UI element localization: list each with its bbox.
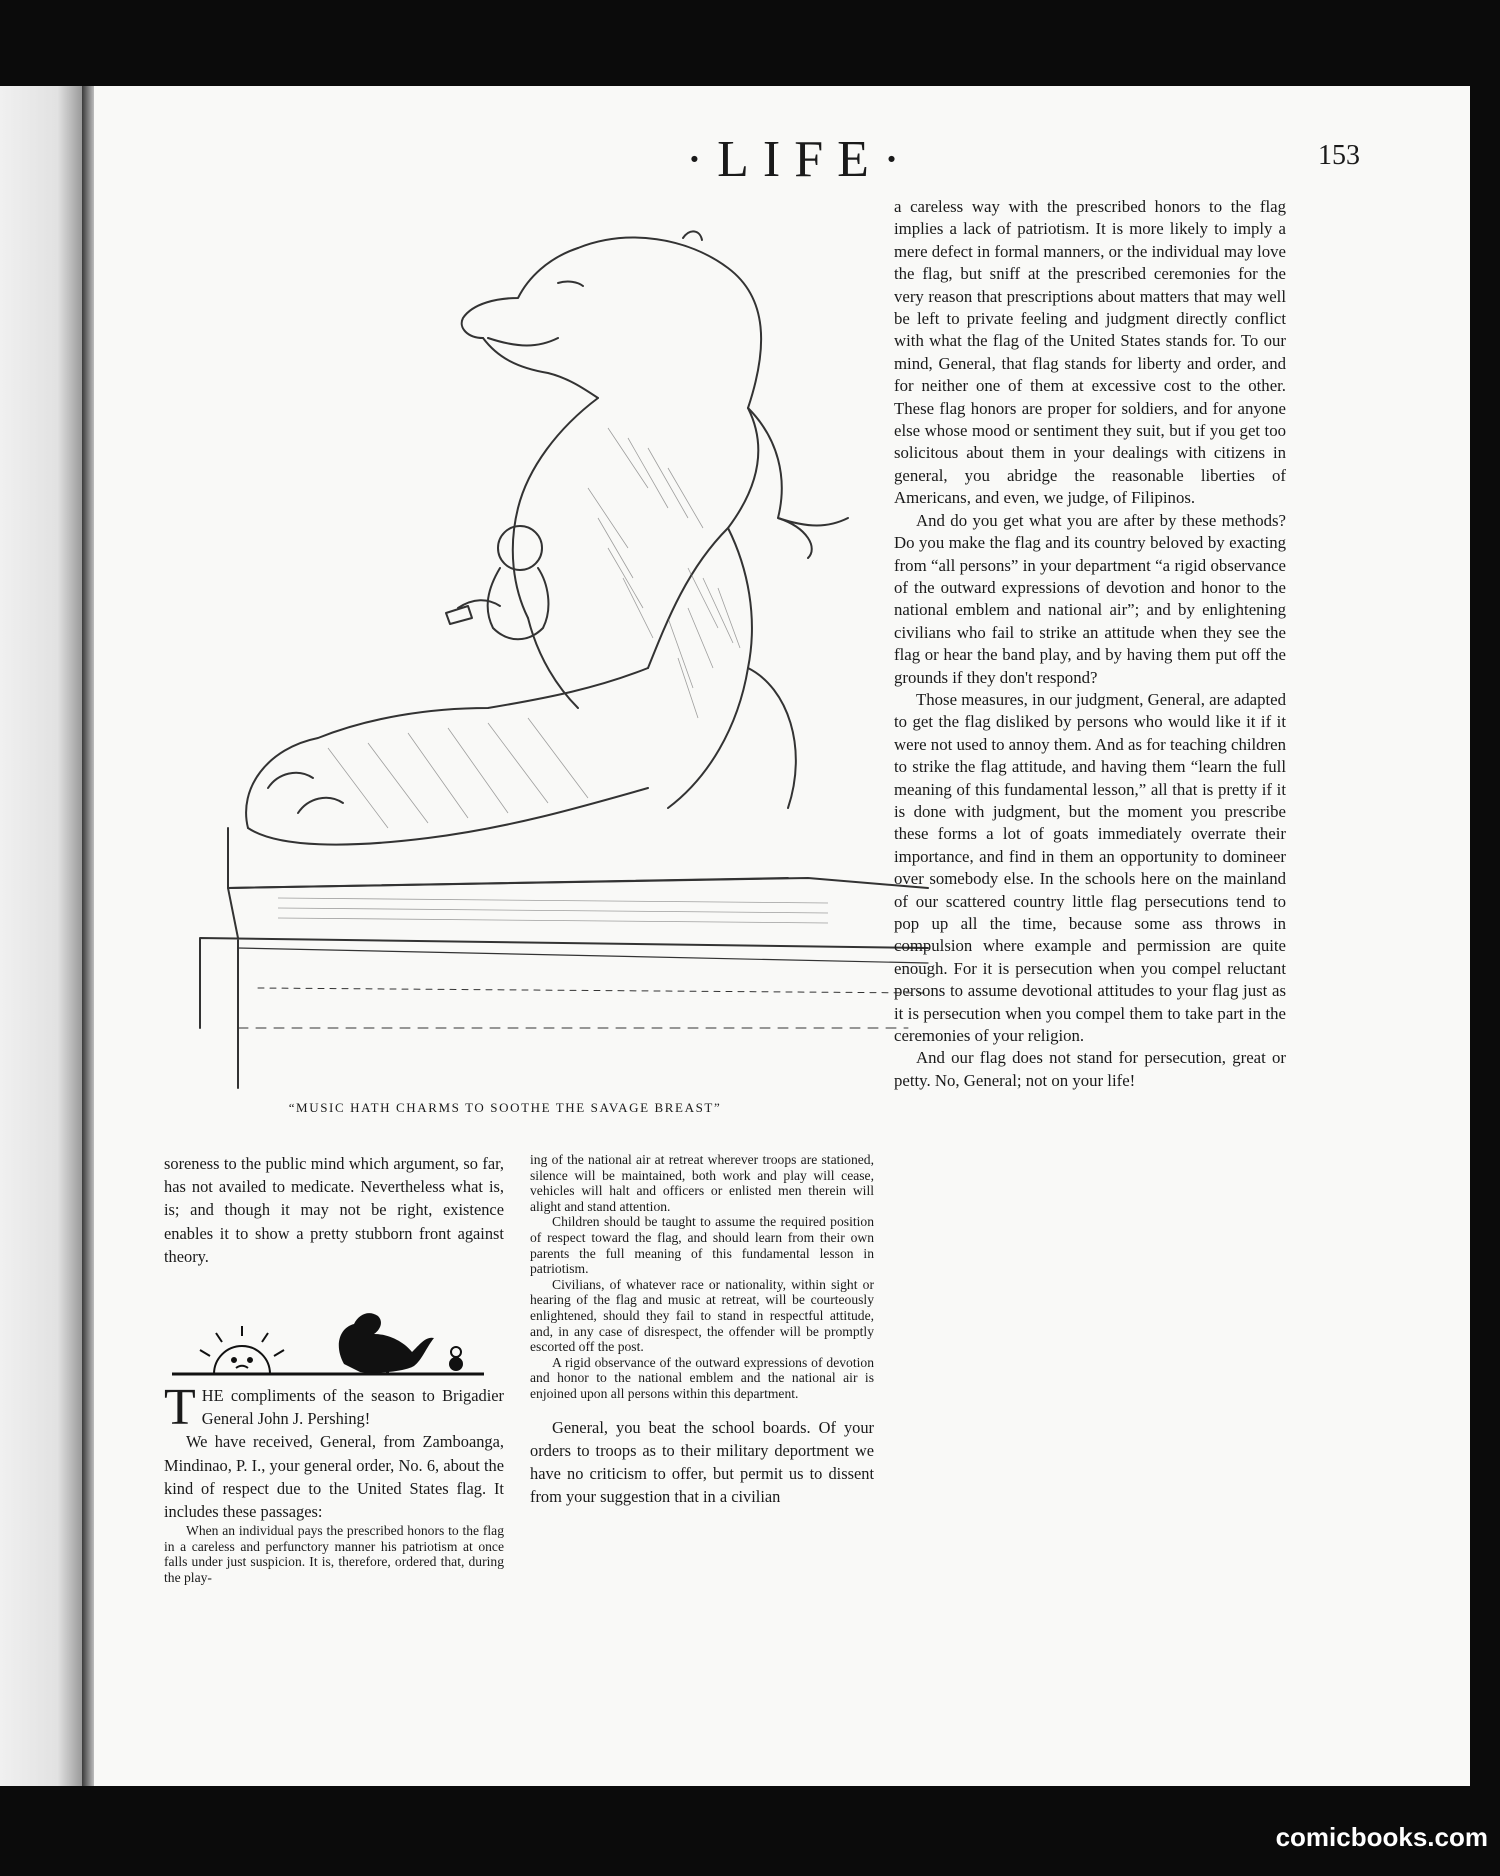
- column-left: [164, 1152, 504, 1586]
- paragraph: And our flag does not stand for persecution, great or petty. No, General; not on your life!: [894, 1048, 1286, 1090]
- lion-statue-illustration: [128, 188, 1008, 1118]
- illustration-caption: “MUSIC HATH CHARMS TO SOOTHE THE SAVAGE BREAST”: [288, 1100, 722, 1115]
- paragraph: Those measures, in our judgment, General, are adapted to get the flag disliked by persons who would like it if it were not used to annoy them. And as for teaching children to strike the flag attitude, and having them “learn the full meaning of this fundamental lesson,” all that is pretty if it is done with judgment, but the moment you prescribe these forms a lot of goats immediately overrate their importance, and find in them an opportunity to domineer over somebody else. In the schools here on the mainland of our scattered country little flag persecutions tend to pop up all the time, because some ass throws in compulsion where example and permission are quite enough. For it is persecution when you compel reluctant persons to assume devotional attitudes to your flag just as it is persecution when you compel them to take part in the ceremonies of your religion.: [894, 689, 1286, 1046]
- drop-cap: T: [164, 1379, 196, 1437]
- paragraph-text: HE compliments of the season to Brigadier General John J. Pershing!: [201, 1386, 504, 1429]
- page-number: 153: [1318, 140, 1360, 171]
- masthead: ·LIFE·: [685, 131, 915, 188]
- paragraph-with-dropcap: [164, 1379, 504, 1437]
- column-middle: [530, 1152, 874, 1508]
- paragraph: We have received, General, from Zamboanga, Mindinao, P. I., your general order, No. 6, about the kind of respect due to the United States flag. It includes these passages:: [164, 1432, 504, 1522]
- watermark: comicbooks.com: [1275, 1822, 1488, 1852]
- paragraph: a careless way with the prescribed honors to the flag implies a lack of patriotism. It is more likely to imply a mere defect in formal manners, or the individual may love the flag, but sniff at the prescribed ceremonies for the very reason that prescriptions about matters that may well be left to private feeling and judgment directly conflict with what the flag of the United States stands for. To our mind, General, that flag stands for liberty and order, and for neither one of them at excessive cost to the other. These flag honors are proper for soldiers, and for anyone else whose mood or sentiment they suit, but if you get too solicitous about them in your dealings with citizens in general, you abridge the reasonable liberties of Americans, and even, we judge, of Filipinos.: [894, 197, 1286, 508]
- paragraph: And do you get what you are after by these methods? Do you make the flag and its country beloved by exacting from “all persons” in your department “a rigid observance of the outward expressions of devotion and honor to the national emblem and national air”; and by enlightening civilians who fail to strike an attitude when they see the flag or hear the band play, and by having them put off the grounds if they don't respond?: [894, 510, 1286, 687]
- quoted-order: Civilians, of whatever race or nationality, within sight or hearing of the flag and music at retreat, will be courteously enlightened, should they fail to stand in respectful attitude, and, in any case of disrespect, the offender will be promptly escorted off the post.: [530, 1276, 874, 1355]
- paragraph: General, you beat the school boards. Of your orders to troops as to their military deportment we have no criticism to offer, but permit us to dissent from your suggestion that in a civilian: [530, 1417, 874, 1507]
- facing-page-edge: [0, 86, 82, 1786]
- quoted-order: ing of the national air at retreat wherever troops are stationed, silence will be maintained, both work and play will cease, vehicles will halt and officers or enlisted men therein will alight and stand attention.: [530, 1152, 874, 1214]
- paragraph: soreness to the public mind which argument, so far, has not availed to medicate. Nevertheless what is, is; and though it may not be right, existence enables it to show a pretty stubborn front against theory.: [164, 1154, 504, 1266]
- quoted-order: When an individual pays the prescribed honors to the flag in a careless and perfunctory manner his patriotism at once falls under just suspicion. It is, therefore, ordered that, during the play-: [164, 1523, 504, 1586]
- quoted-order: Children should be taught to assume the required position of respect toward the flag, and should learn from their own parents the full meaning of this fundamental lesson in patriotism.: [530, 1214, 874, 1277]
- column-right: [894, 196, 1286, 1092]
- rooster-and-sun-vignette: [164, 1286, 504, 1382]
- quoted-order: A rigid observance of the outward expressions of devotion and honor to the national emblem and the national air is enjoined upon all persons within this department.: [530, 1354, 874, 1401]
- binding-gutter: [82, 86, 94, 1786]
- spacer: [530, 1402, 874, 1416]
